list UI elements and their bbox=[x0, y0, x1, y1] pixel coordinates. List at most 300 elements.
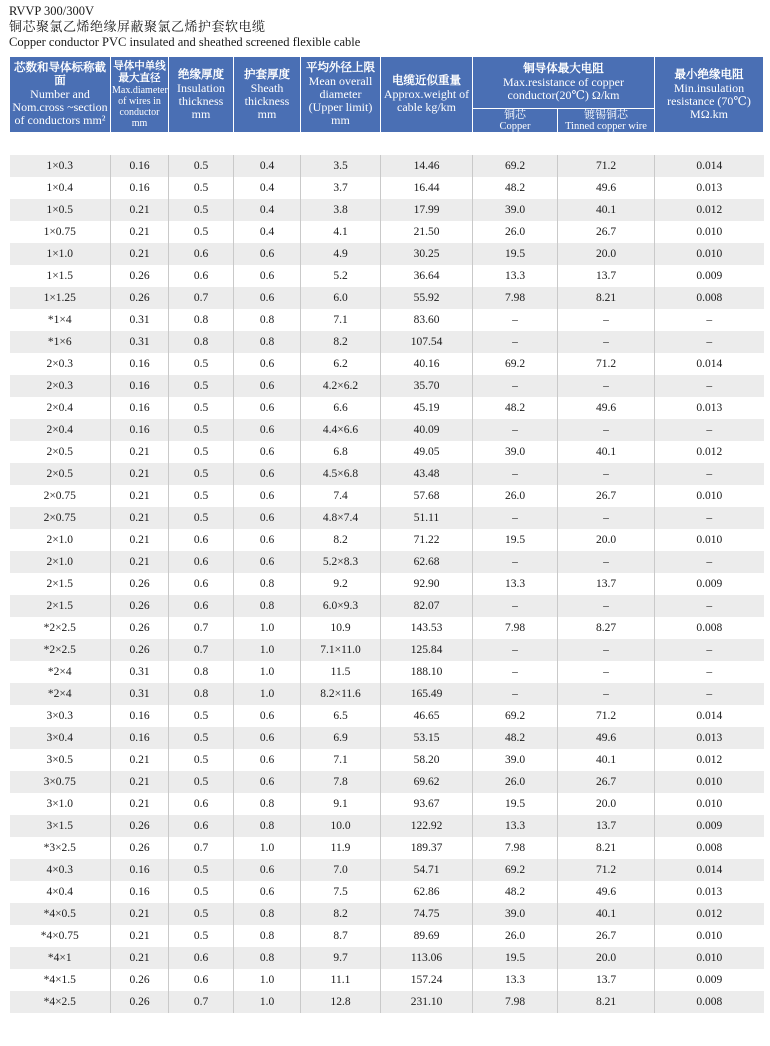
cell-wire-diameter: 0.16 bbox=[111, 859, 169, 881]
table-row bbox=[10, 419, 764, 441]
cell-insulation: 0.7 bbox=[169, 287, 234, 309]
cell-weight: 189.37 bbox=[381, 837, 473, 859]
cell-overall-diameter: 12.8 bbox=[301, 991, 381, 1013]
cell-insulation-resistance: – bbox=[655, 595, 764, 617]
table-row bbox=[10, 705, 764, 727]
cell-overall-diameter: 3.7 bbox=[301, 177, 381, 199]
cell-overall-diameter: 6.0 bbox=[301, 287, 381, 309]
title-english: Copper conductor PVC insulated and sheathed screened flexible cable bbox=[9, 35, 361, 49]
cell-insulation-resistance: 0.010 bbox=[655, 221, 764, 243]
table-row bbox=[10, 991, 764, 1013]
table-row bbox=[10, 903, 764, 925]
cell-tinned-resistance: 40.1 bbox=[558, 903, 655, 925]
cell-insulation-resistance: 0.009 bbox=[655, 573, 764, 595]
specification-table bbox=[9, 56, 764, 1013]
cell-sheath: 1.0 bbox=[234, 837, 301, 859]
cell-insulation: 0.8 bbox=[169, 683, 234, 705]
cell-copper-resistance: 26.0 bbox=[473, 771, 558, 793]
cell-sheath: 0.6 bbox=[234, 243, 301, 265]
cell-sheath: 0.6 bbox=[234, 881, 301, 903]
cell-weight: 35.70 bbox=[381, 375, 473, 397]
cell-sheath: 0.8 bbox=[234, 595, 301, 617]
cell-sheath: 0.6 bbox=[234, 551, 301, 573]
cell-copper-resistance: 69.2 bbox=[473, 353, 558, 375]
cell-sheath: 0.4 bbox=[234, 199, 301, 221]
cell-weight: 55.92 bbox=[381, 287, 473, 309]
cell-insulation-resistance: 0.010 bbox=[655, 529, 764, 551]
cell-copper-resistance: 39.0 bbox=[473, 199, 558, 221]
cell-insulation-resistance: 0.014 bbox=[655, 859, 764, 881]
cell-conductors: 3×0.75 bbox=[10, 771, 111, 793]
cell-copper-resistance: 26.0 bbox=[473, 221, 558, 243]
cable-model: RVVP 300/300V bbox=[9, 4, 95, 18]
cell-weight: 143.53 bbox=[381, 617, 473, 639]
cell-tinned-resistance: 49.6 bbox=[558, 397, 655, 419]
cell-conductors: *4×0.75 bbox=[10, 925, 111, 947]
cell-insulation: 0.5 bbox=[169, 463, 234, 485]
cell-insulation: 0.6 bbox=[169, 243, 234, 265]
cell-sheath: 0.4 bbox=[234, 155, 301, 177]
cell-tinned-resistance: – bbox=[558, 331, 655, 353]
cell-copper-resistance: 19.5 bbox=[473, 529, 558, 551]
cell-insulation: 0.6 bbox=[169, 793, 234, 815]
cell-sheath: 0.8 bbox=[234, 573, 301, 595]
cell-insulation-resistance: 0.012 bbox=[655, 199, 764, 221]
cell-copper-resistance: 19.5 bbox=[473, 793, 558, 815]
cell-wire-diameter: 0.21 bbox=[111, 485, 169, 507]
cell-wire-diameter: 0.16 bbox=[111, 881, 169, 903]
cell-overall-diameter: 8.2 bbox=[301, 331, 381, 353]
cell-conductors: 3×0.3 bbox=[10, 705, 111, 727]
cell-insulation: 0.7 bbox=[169, 639, 234, 661]
cell-copper-resistance: 26.0 bbox=[473, 925, 558, 947]
cell-weight: 107.54 bbox=[381, 331, 473, 353]
cell-sheath: 0.8 bbox=[234, 815, 301, 837]
cell-wire-diameter: 0.31 bbox=[111, 309, 169, 331]
cell-weight: 49.05 bbox=[381, 441, 473, 463]
cell-conductors: *4×2.5 bbox=[10, 991, 111, 1013]
cell-wire-diameter: 0.26 bbox=[111, 969, 169, 991]
cell-conductors: *4×1.5 bbox=[10, 969, 111, 991]
cell-overall-diameter: 9.7 bbox=[301, 947, 381, 969]
cell-insulation: 0.5 bbox=[169, 353, 234, 375]
header-max-resistance: 铜导体最大电阻 Max.resistance of copper conductor(20℃) Ω/km bbox=[473, 57, 655, 109]
cell-insulation-resistance: 0.014 bbox=[655, 353, 764, 375]
cell-overall-diameter: 9.1 bbox=[301, 793, 381, 815]
cell-insulation-resistance: – bbox=[655, 419, 764, 441]
cell-tinned-resistance: 26.7 bbox=[558, 485, 655, 507]
cell-overall-diameter: 3.5 bbox=[301, 155, 381, 177]
table-row bbox=[10, 661, 764, 683]
cell-overall-diameter: 7.1 bbox=[301, 749, 381, 771]
cell-wire-diameter: 0.16 bbox=[111, 397, 169, 419]
cell-insulation-resistance: – bbox=[655, 309, 764, 331]
cell-tinned-resistance: – bbox=[558, 639, 655, 661]
cell-sheath: 0.6 bbox=[234, 353, 301, 375]
cell-sheath: 1.0 bbox=[234, 969, 301, 991]
cell-overall-diameter: 6.5 bbox=[301, 705, 381, 727]
cell-sheath: 0.6 bbox=[234, 529, 301, 551]
cell-copper-resistance: – bbox=[473, 331, 558, 353]
header-insulation-thickness: 绝缘厚度 Insulation thickness mm bbox=[169, 57, 234, 133]
table-row bbox=[10, 881, 764, 903]
table-row bbox=[10, 353, 764, 375]
cell-overall-diameter: 7.1 bbox=[301, 309, 381, 331]
cell-wire-diameter: 0.21 bbox=[111, 463, 169, 485]
cell-overall-diameter: 8.2 bbox=[301, 529, 381, 551]
cell-overall-diameter: 6.8 bbox=[301, 441, 381, 463]
cell-copper-resistance: 13.3 bbox=[473, 815, 558, 837]
cell-tinned-resistance: 71.2 bbox=[558, 155, 655, 177]
cell-overall-diameter: 7.1×11.0 bbox=[301, 639, 381, 661]
header-min-insulation-resistance: 最小绝缘电阻 Min.insulation resistance (70℃) MΩ.km bbox=[655, 57, 764, 133]
cell-wire-diameter: 0.21 bbox=[111, 749, 169, 771]
cell-tinned-resistance: – bbox=[558, 683, 655, 705]
cell-overall-diameter: 9.2 bbox=[301, 573, 381, 595]
cell-copper-resistance: – bbox=[473, 375, 558, 397]
cell-copper-resistance: – bbox=[473, 595, 558, 617]
cell-wire-diameter: 0.21 bbox=[111, 771, 169, 793]
cell-overall-diameter: 4.4×6.6 bbox=[301, 419, 381, 441]
cell-tinned-resistance: 71.2 bbox=[558, 353, 655, 375]
cell-weight: 113.06 bbox=[381, 947, 473, 969]
table-row bbox=[10, 595, 764, 617]
cell-insulation-resistance: 0.009 bbox=[655, 265, 764, 287]
cell-weight: 188.10 bbox=[381, 661, 473, 683]
table-row bbox=[10, 947, 764, 969]
cell-insulation-resistance: – bbox=[655, 507, 764, 529]
cell-overall-diameter: 4.9 bbox=[301, 243, 381, 265]
cell-tinned-resistance: 13.7 bbox=[558, 969, 655, 991]
table-row bbox=[10, 529, 764, 551]
cell-insulation: 0.5 bbox=[169, 771, 234, 793]
cell-insulation: 0.8 bbox=[169, 331, 234, 353]
cell-insulation: 0.5 bbox=[169, 375, 234, 397]
header-mean-overall-diameter: 平均外径上限 Mean overall diameter (Upper limit) mm bbox=[301, 57, 381, 133]
table-row bbox=[10, 331, 764, 353]
cell-insulation-resistance: – bbox=[655, 683, 764, 705]
cell-insulation: 0.5 bbox=[169, 441, 234, 463]
cell-overall-diameter: 6.2 bbox=[301, 353, 381, 375]
cell-sheath: 0.6 bbox=[234, 287, 301, 309]
cell-conductors: 3×0.4 bbox=[10, 727, 111, 749]
cell-wire-diameter: 0.26 bbox=[111, 287, 169, 309]
cell-copper-resistance: 13.3 bbox=[473, 265, 558, 287]
cell-insulation-resistance: 0.012 bbox=[655, 441, 764, 463]
header-sheath-thickness: 护套厚度 Sheath thickness mm bbox=[234, 57, 301, 133]
cell-sheath: 0.6 bbox=[234, 397, 301, 419]
header-max-wire-diameter: 导体中单线最大直径 Max.diameter of wires in conductor mm bbox=[111, 57, 169, 133]
cell-insulation: 0.5 bbox=[169, 177, 234, 199]
cell-insulation-resistance: 0.013 bbox=[655, 397, 764, 419]
cell-weight: 71.22 bbox=[381, 529, 473, 551]
cell-tinned-resistance: 13.7 bbox=[558, 815, 655, 837]
table-row bbox=[10, 749, 764, 771]
cell-weight: 69.62 bbox=[381, 771, 473, 793]
cell-conductors: *3×2.5 bbox=[10, 837, 111, 859]
cell-sheath: 0.4 bbox=[234, 177, 301, 199]
cell-wire-diameter: 0.16 bbox=[111, 155, 169, 177]
cell-insulation: 0.6 bbox=[169, 595, 234, 617]
cell-insulation-resistance: 0.012 bbox=[655, 749, 764, 771]
cell-copper-resistance: 26.0 bbox=[473, 485, 558, 507]
cell-copper-resistance: 7.98 bbox=[473, 617, 558, 639]
cell-copper-resistance: 69.2 bbox=[473, 155, 558, 177]
cell-insulation: 0.6 bbox=[169, 815, 234, 837]
cell-insulation-resistance: 0.010 bbox=[655, 925, 764, 947]
cell-conductors: *1×4 bbox=[10, 309, 111, 331]
cell-copper-resistance: – bbox=[473, 661, 558, 683]
cell-copper-resistance: 48.2 bbox=[473, 727, 558, 749]
cell-weight: 82.07 bbox=[381, 595, 473, 617]
table-row bbox=[10, 793, 764, 815]
cell-wire-diameter: 0.21 bbox=[111, 925, 169, 947]
cell-weight: 45.19 bbox=[381, 397, 473, 419]
cell-tinned-resistance: 40.1 bbox=[558, 749, 655, 771]
cell-tinned-resistance: 26.7 bbox=[558, 221, 655, 243]
cell-insulation: 0.6 bbox=[169, 529, 234, 551]
cell-wire-diameter: 0.26 bbox=[111, 837, 169, 859]
cell-copper-resistance: 39.0 bbox=[473, 441, 558, 463]
cell-sheath: 0.8 bbox=[234, 331, 301, 353]
table-row bbox=[10, 243, 764, 265]
cell-insulation-resistance: 0.010 bbox=[655, 485, 764, 507]
cell-conductors: 2×0.5 bbox=[10, 463, 111, 485]
cell-wire-diameter: 0.31 bbox=[111, 331, 169, 353]
cell-insulation: 0.6 bbox=[169, 969, 234, 991]
cell-sheath: 0.6 bbox=[234, 419, 301, 441]
table-row bbox=[10, 859, 764, 881]
cell-conductors: 1×1.25 bbox=[10, 287, 111, 309]
table-row bbox=[10, 441, 764, 463]
cell-conductors: 2×0.75 bbox=[10, 507, 111, 529]
cell-insulation: 0.6 bbox=[169, 947, 234, 969]
cell-sheath: 0.6 bbox=[234, 771, 301, 793]
document-titles bbox=[9, 4, 759, 50]
cell-insulation: 0.5 bbox=[169, 925, 234, 947]
cell-insulation-resistance: 0.008 bbox=[655, 287, 764, 309]
table-row bbox=[10, 265, 764, 287]
cell-overall-diameter: 4.5×6.8 bbox=[301, 463, 381, 485]
cell-weight: 21.50 bbox=[381, 221, 473, 243]
cell-wire-diameter: 0.26 bbox=[111, 265, 169, 287]
cell-tinned-resistance: – bbox=[558, 309, 655, 331]
cell-sheath: 0.6 bbox=[234, 749, 301, 771]
cell-insulation: 0.5 bbox=[169, 155, 234, 177]
cell-conductors: 1×0.4 bbox=[10, 177, 111, 199]
cell-conductors: 3×1.5 bbox=[10, 815, 111, 837]
cell-wire-diameter: 0.26 bbox=[111, 991, 169, 1013]
cell-sheath: 1.0 bbox=[234, 661, 301, 683]
table-row bbox=[10, 221, 764, 243]
cell-copper-resistance: – bbox=[473, 507, 558, 529]
cell-copper-resistance: 7.98 bbox=[473, 991, 558, 1013]
cell-sheath: 0.6 bbox=[234, 265, 301, 287]
cell-weight: 62.86 bbox=[381, 881, 473, 903]
cell-sheath: 0.6 bbox=[234, 463, 301, 485]
cell-weight: 62.68 bbox=[381, 551, 473, 573]
cell-weight: 40.09 bbox=[381, 419, 473, 441]
cell-conductors: *2×4 bbox=[10, 683, 111, 705]
table-row bbox=[10, 199, 764, 221]
cell-weight: 165.49 bbox=[381, 683, 473, 705]
cell-sheath: 1.0 bbox=[234, 683, 301, 705]
table-row bbox=[10, 837, 764, 859]
cell-copper-resistance: 19.5 bbox=[473, 243, 558, 265]
cell-conductors: *4×0.5 bbox=[10, 903, 111, 925]
cell-tinned-resistance: 20.0 bbox=[558, 243, 655, 265]
cell-conductors: 4×0.3 bbox=[10, 859, 111, 881]
cell-copper-resistance: 48.2 bbox=[473, 881, 558, 903]
cell-insulation-resistance: 0.008 bbox=[655, 991, 764, 1013]
cell-overall-diameter: 4.1 bbox=[301, 221, 381, 243]
cell-conductors: 3×0.5 bbox=[10, 749, 111, 771]
cell-overall-diameter: 11.1 bbox=[301, 969, 381, 991]
cell-copper-resistance: – bbox=[473, 551, 558, 573]
cell-sheath: 0.6 bbox=[234, 705, 301, 727]
cell-weight: 74.75 bbox=[381, 903, 473, 925]
cell-wire-diameter: 0.16 bbox=[111, 375, 169, 397]
cell-wire-diameter: 0.26 bbox=[111, 639, 169, 661]
cell-insulation-resistance: – bbox=[655, 375, 764, 397]
cell-insulation: 0.5 bbox=[169, 199, 234, 221]
cell-insulation-resistance: – bbox=[655, 551, 764, 573]
cell-copper-resistance: – bbox=[473, 419, 558, 441]
cell-insulation: 0.5 bbox=[169, 749, 234, 771]
cell-copper-resistance: – bbox=[473, 683, 558, 705]
table-row bbox=[10, 573, 764, 595]
cell-insulation: 0.5 bbox=[169, 727, 234, 749]
table-row bbox=[10, 397, 764, 419]
cell-overall-diameter: 6.6 bbox=[301, 397, 381, 419]
cell-insulation-resistance: 0.013 bbox=[655, 177, 764, 199]
cell-sheath: 1.0 bbox=[234, 991, 301, 1013]
cell-sheath: 0.6 bbox=[234, 727, 301, 749]
cell-tinned-resistance: 71.2 bbox=[558, 705, 655, 727]
cell-overall-diameter: 5.2 bbox=[301, 265, 381, 287]
cell-tinned-resistance: – bbox=[558, 463, 655, 485]
cell-insulation: 0.5 bbox=[169, 397, 234, 419]
cell-tinned-resistance: 40.1 bbox=[558, 199, 655, 221]
cell-wire-diameter: 0.31 bbox=[111, 683, 169, 705]
cell-insulation: 0.6 bbox=[169, 265, 234, 287]
cell-tinned-resistance: 8.21 bbox=[558, 837, 655, 859]
cell-conductors: 2×0.5 bbox=[10, 441, 111, 463]
cell-insulation-resistance: – bbox=[655, 331, 764, 353]
title-chinese: 铜芯聚氯乙烯绝缘屏蔽聚氯乙烯护套软电缆 bbox=[9, 19, 266, 34]
cell-sheath: 0.6 bbox=[234, 375, 301, 397]
cell-sheath: 0.6 bbox=[234, 441, 301, 463]
cell-conductors: 2×1.5 bbox=[10, 573, 111, 595]
cell-tinned-resistance: – bbox=[558, 595, 655, 617]
cell-insulation-resistance: 0.014 bbox=[655, 705, 764, 727]
cell-sheath: 0.4 bbox=[234, 221, 301, 243]
cell-weight: 157.24 bbox=[381, 969, 473, 991]
table-row bbox=[10, 287, 764, 309]
cell-tinned-resistance: 13.7 bbox=[558, 265, 655, 287]
cell-sheath: 0.6 bbox=[234, 507, 301, 529]
cell-insulation: 0.5 bbox=[169, 705, 234, 727]
cell-overall-diameter: 7.4 bbox=[301, 485, 381, 507]
cell-wire-diameter: 0.21 bbox=[111, 529, 169, 551]
table-row bbox=[10, 463, 764, 485]
cell-overall-diameter: 8.7 bbox=[301, 925, 381, 947]
cell-overall-diameter: 10.9 bbox=[301, 617, 381, 639]
cell-tinned-resistance: 8.27 bbox=[558, 617, 655, 639]
cell-tinned-resistance: – bbox=[558, 507, 655, 529]
cell-copper-resistance: 7.98 bbox=[473, 837, 558, 859]
cell-insulation-resistance: 0.009 bbox=[655, 815, 764, 837]
cell-tinned-resistance: 26.7 bbox=[558, 771, 655, 793]
cell-conductors: *2×2.5 bbox=[10, 639, 111, 661]
cell-weight: 16.44 bbox=[381, 177, 473, 199]
cell-weight: 14.46 bbox=[381, 155, 473, 177]
cell-weight: 51.11 bbox=[381, 507, 473, 529]
table-row bbox=[10, 925, 764, 947]
cell-tinned-resistance: 8.21 bbox=[558, 991, 655, 1013]
cell-weight: 46.65 bbox=[381, 705, 473, 727]
table-body bbox=[10, 155, 764, 1013]
cell-insulation-resistance: – bbox=[655, 463, 764, 485]
cell-insulation: 0.5 bbox=[169, 859, 234, 881]
cell-overall-diameter: 11.9 bbox=[301, 837, 381, 859]
header-copper: 铜芯 Copper bbox=[473, 109, 558, 133]
cell-weight: 54.71 bbox=[381, 859, 473, 881]
cell-sheath: 0.8 bbox=[234, 947, 301, 969]
cell-tinned-resistance: – bbox=[558, 375, 655, 397]
cell-insulation-resistance: 0.010 bbox=[655, 243, 764, 265]
cell-copper-resistance: 7.98 bbox=[473, 287, 558, 309]
cell-tinned-resistance: 49.6 bbox=[558, 881, 655, 903]
table-row bbox=[10, 485, 764, 507]
cell-wire-diameter: 0.21 bbox=[111, 243, 169, 265]
cell-insulation-resistance: 0.014 bbox=[655, 155, 764, 177]
cell-insulation-resistance: 0.008 bbox=[655, 617, 764, 639]
cell-wire-diameter: 0.21 bbox=[111, 507, 169, 529]
cell-conductors: 2×0.3 bbox=[10, 353, 111, 375]
cell-weight: 93.67 bbox=[381, 793, 473, 815]
cell-conductors: 1×0.75 bbox=[10, 221, 111, 243]
table-row bbox=[10, 375, 764, 397]
cell-weight: 30.25 bbox=[381, 243, 473, 265]
cell-wire-diameter: 0.26 bbox=[111, 573, 169, 595]
table-row bbox=[10, 177, 764, 199]
cell-wire-diameter: 0.16 bbox=[111, 419, 169, 441]
cell-wire-diameter: 0.26 bbox=[111, 595, 169, 617]
table-header bbox=[10, 57, 764, 156]
cell-insulation: 0.5 bbox=[169, 485, 234, 507]
cell-tinned-resistance: 40.1 bbox=[558, 441, 655, 463]
cell-insulation-resistance: 0.010 bbox=[655, 771, 764, 793]
cell-wire-diameter: 0.21 bbox=[111, 947, 169, 969]
cell-overall-diameter: 3.8 bbox=[301, 199, 381, 221]
cell-conductors: *2×2.5 bbox=[10, 617, 111, 639]
cell-tinned-resistance: 49.6 bbox=[558, 177, 655, 199]
cell-wire-diameter: 0.16 bbox=[111, 705, 169, 727]
cell-tinned-resistance: – bbox=[558, 551, 655, 573]
cell-insulation-resistance: 0.010 bbox=[655, 947, 764, 969]
cell-weight: 125.84 bbox=[381, 639, 473, 661]
cell-insulation-resistance: 0.009 bbox=[655, 969, 764, 991]
header-tinned-copper: 镀锡铜芯 Tinned copper wire bbox=[558, 109, 655, 133]
cell-copper-resistance: 39.0 bbox=[473, 903, 558, 925]
cell-wire-diameter: 0.16 bbox=[111, 727, 169, 749]
cell-wire-diameter: 0.21 bbox=[111, 221, 169, 243]
cell-conductors: 2×1.5 bbox=[10, 595, 111, 617]
cell-overall-diameter: 6.9 bbox=[301, 727, 381, 749]
cell-insulation: 0.7 bbox=[169, 991, 234, 1013]
cell-weight: 36.64 bbox=[381, 265, 473, 287]
